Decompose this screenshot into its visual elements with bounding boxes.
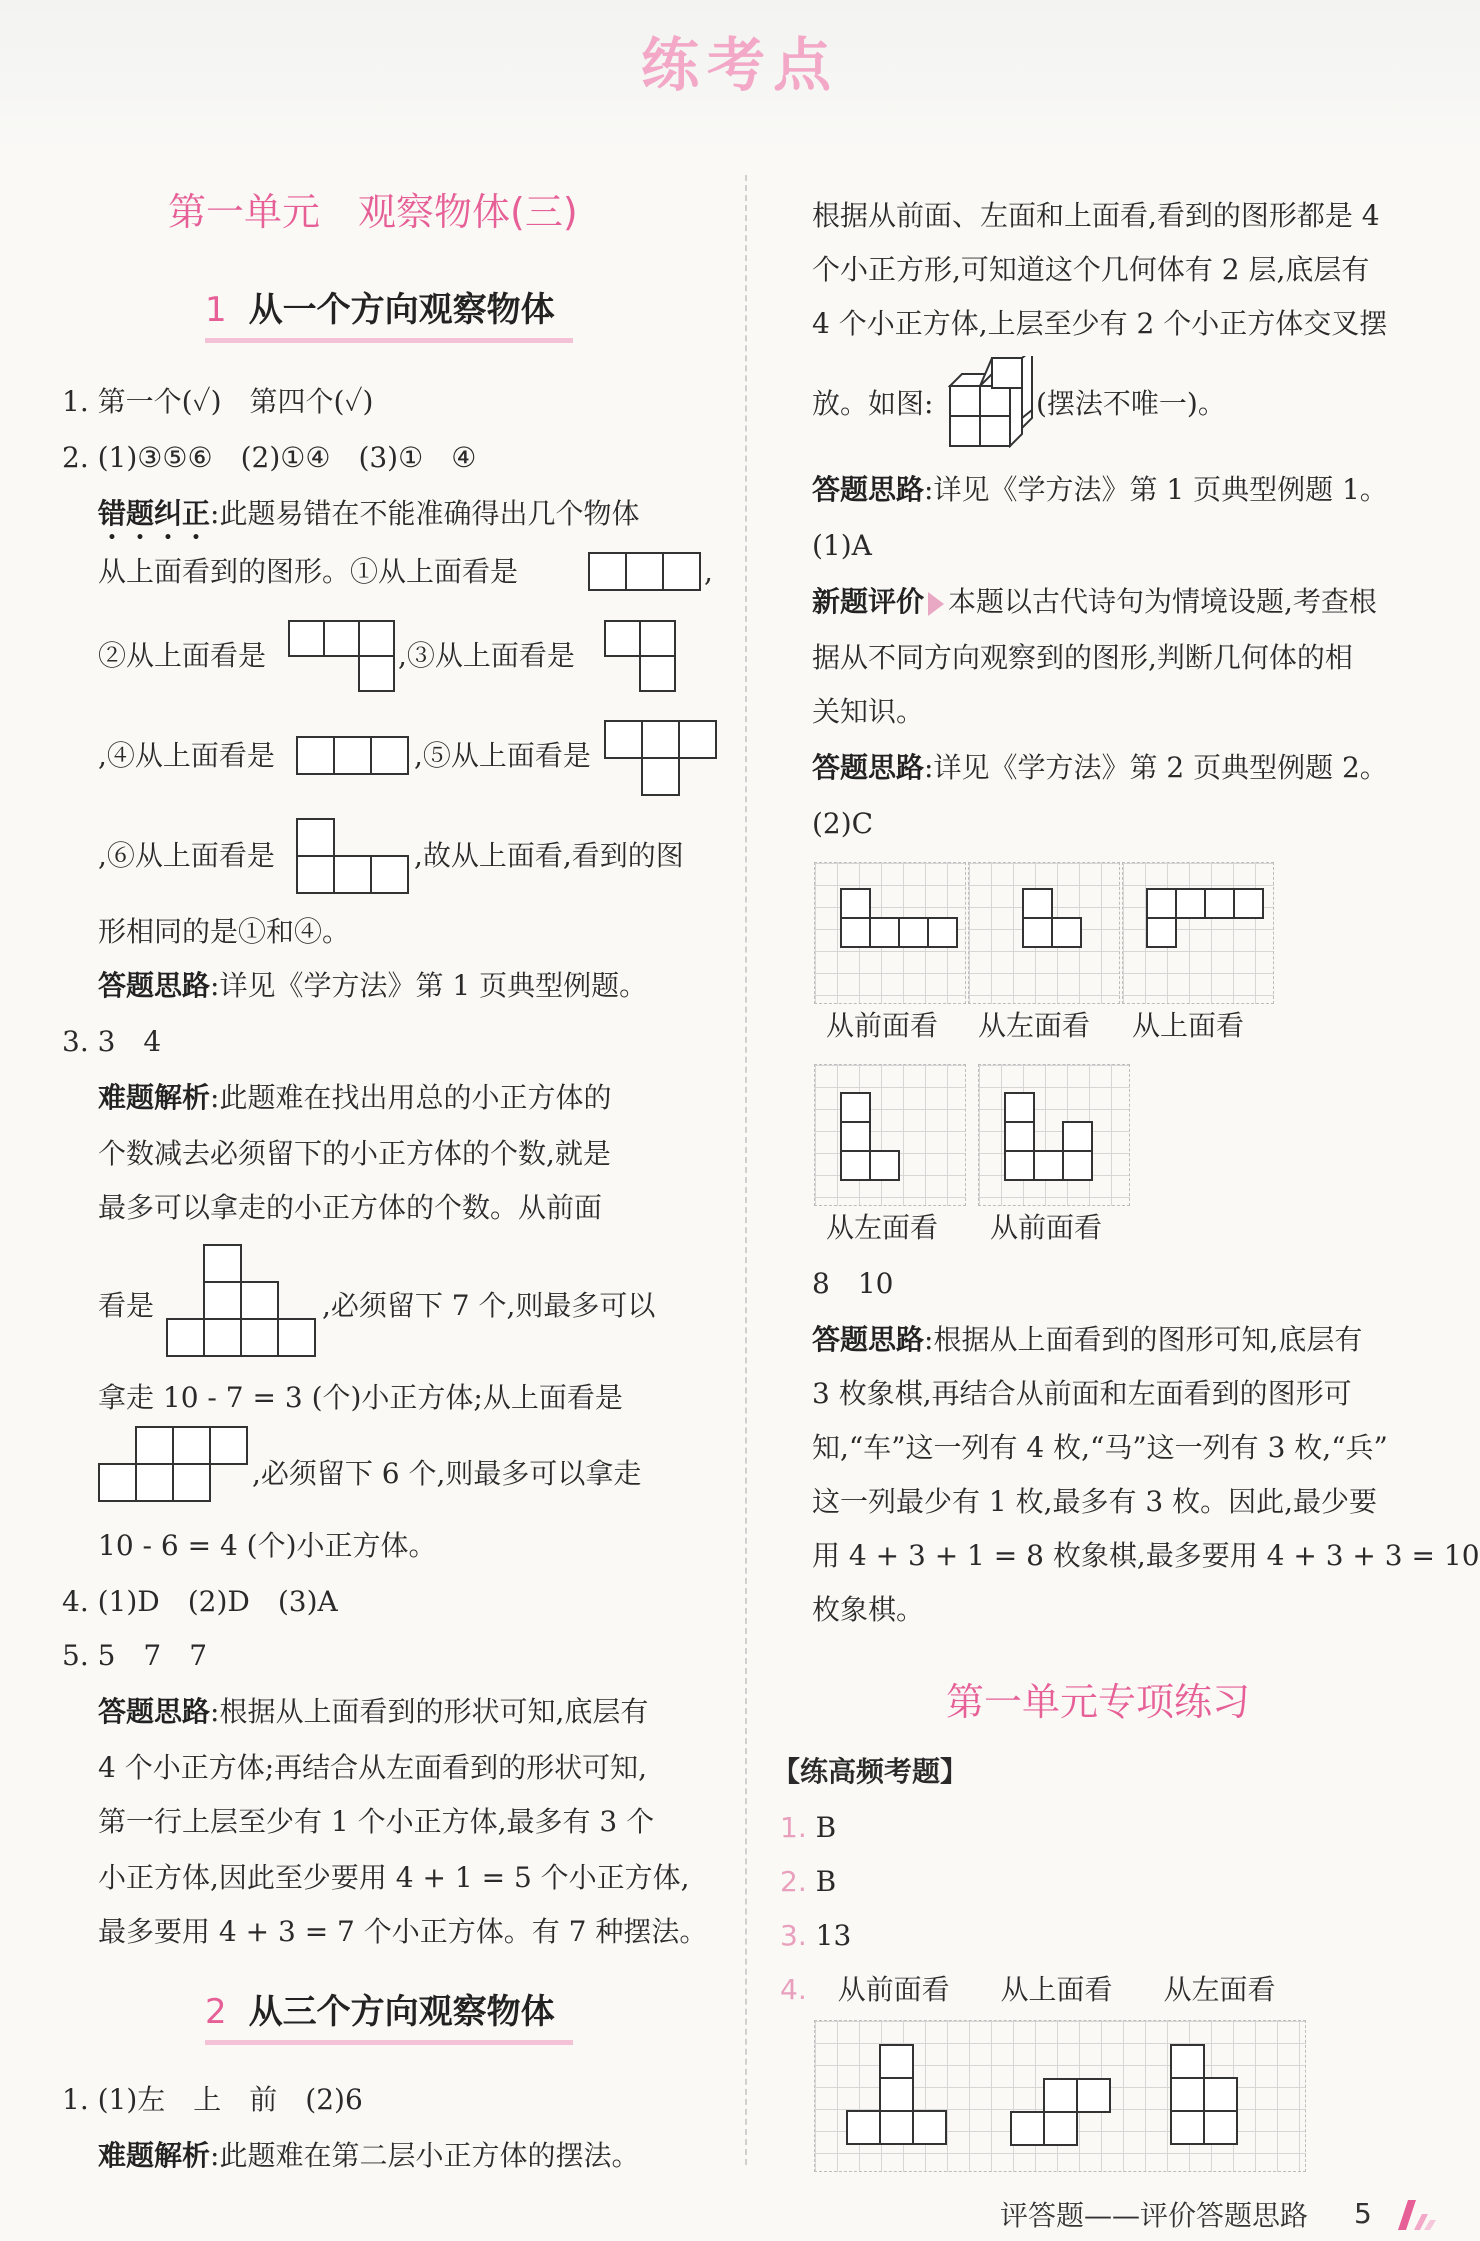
q3-line6: ,必须留下 6 个,则最多可以拿走 bbox=[252, 1457, 642, 1490]
q3-line4a: 看是 bbox=[98, 1289, 155, 1322]
lesson-2-title: 2 从三个方向观察物体 bbox=[205, 1992, 555, 2032]
front-view-figure bbox=[166, 1244, 318, 1358]
answer-q4: 4. (1)D (2)D (3)A bbox=[62, 1585, 338, 1618]
right-answer-8-10: 8 10 bbox=[812, 1267, 894, 1300]
q2-error-line3a: ②从上面看是 bbox=[98, 639, 267, 672]
special-practice-title: 第一单元专项练习 bbox=[946, 1680, 1251, 1724]
right-line2: 个小正方形,可知道这个几何体有 2 层,底层有 bbox=[812, 253, 1370, 286]
q2-error-line2: 从上面看到的图形。①从上面看是 bbox=[98, 555, 519, 588]
lesson2-q1-analysis: 难题解析:此题难在第二层小正方体的摆法。 bbox=[98, 2139, 640, 2172]
q3-line1: 难题解析:此题难在找出用总的小正方体的 bbox=[98, 1081, 612, 1114]
left-view-shape-2 bbox=[840, 1092, 902, 1184]
unit-title: 第一单元 观察物体(三) bbox=[168, 190, 578, 234]
right-line4a: 放。如图: bbox=[812, 387, 934, 420]
q5-line4: 小正方体,因此至少要用 4 + 1 = 5 个小正方体, bbox=[98, 1861, 690, 1894]
answer-q1: 1. 第一个(✓) 第四个(✓) bbox=[62, 385, 374, 418]
right-line4b: (摆法不唯一)。 bbox=[1036, 387, 1226, 420]
q5-line2: 4 个小正方体;再结合从左面看到的形状可知, bbox=[98, 1751, 648, 1784]
label-left-view-2: 从左面看 bbox=[826, 1211, 939, 1244]
q3-line2: 个数减去必须留下的小正方体的个数,就是 bbox=[98, 1137, 611, 1170]
special-q4-labels: 4. 从前面看 从上面看 从左面看 bbox=[780, 1973, 1276, 2006]
q5-line3: 第一行上层至少有 1 个小正方体,最多有 3 个 bbox=[98, 1805, 655, 1838]
right-new-eval: 新题评价 本题以古代诗句为情境设题,考查根 bbox=[812, 585, 1377, 618]
answer-q5: 5. 5 7 7 bbox=[62, 1639, 208, 1672]
q3-line3: 最多可以拿走的小正方体的个数。从前面 bbox=[98, 1191, 603, 1224]
view-figure-6 bbox=[296, 818, 410, 894]
page-title: 练考点 bbox=[640, 31, 839, 99]
answer-q3: 3. 3 4 bbox=[62, 1025, 162, 1058]
right-line18: 枚象棋。 bbox=[812, 1593, 925, 1626]
special-answer-2: 2. B bbox=[780, 1865, 837, 1898]
label-top-view: 从上面看 bbox=[1132, 1009, 1245, 1042]
view-1x3-figure bbox=[588, 552, 702, 592]
q3-line5: 拿走 10 - 7 = 3 (个)小正方体;从上面看是 bbox=[98, 1381, 623, 1414]
q5-line5: 最多要用 4 + 3 = 7 个小正方体。有 7 种摆法。 bbox=[98, 1915, 708, 1948]
right-line16: 这一列最少有 1 枚,最多有 3 枚。因此,最少要 bbox=[812, 1485, 1378, 1518]
q2-idea: 答题思路:详见《学方法》第 1 页典型例题。 bbox=[98, 969, 648, 1002]
right-idea-2: 答题思路:详见《学方法》第 2 页典型例题 2。 bbox=[812, 751, 1388, 784]
right-line1: 根据从前面、左面和上面看,看到的图形都是 4 bbox=[812, 199, 1380, 232]
q2-error-line5a: ,⑥从上面看是 bbox=[98, 839, 275, 872]
top-view-figure bbox=[98, 1426, 250, 1502]
q2-error-comma: , bbox=[704, 555, 713, 588]
right-answer-1a: (1)A bbox=[812, 529, 872, 562]
right-line14: 3 枚象棋,再结合从前面和左面看到的图形可 bbox=[812, 1377, 1352, 1410]
q2-error-line6: 形相同的是①和④。 bbox=[98, 915, 351, 948]
q4-left-view-shape bbox=[1170, 2044, 1242, 2148]
front-view-shape bbox=[840, 888, 960, 950]
footer-text: 评答题——评价答题思路 bbox=[1000, 2199, 1309, 2232]
lesson2-answer-q1: 1. (1)左 上 前 (2)6 bbox=[62, 2083, 363, 2116]
right-answer-2c: (2)C bbox=[812, 807, 874, 840]
right-line8: 据从不同方向观察到的图形,判断几何体的相 bbox=[812, 641, 1353, 674]
q4-front-view-shape bbox=[846, 2044, 950, 2148]
label-front-view-2: 从前面看 bbox=[990, 1211, 1103, 1244]
view-figure-2 bbox=[288, 620, 396, 692]
q2-error-line5b: ,故从上面看,看到的图 bbox=[414, 839, 684, 872]
triangle-arrow-icon bbox=[928, 592, 944, 616]
front-view-shape-2 bbox=[1004, 1092, 1096, 1184]
q3-line4b: ,必须留下 7 个,则最多可以 bbox=[322, 1289, 656, 1322]
right-line3: 4 个小正方体,上层至少有 2 个小正方体交叉摆 bbox=[812, 307, 1388, 340]
right-line9: 关知识。 bbox=[812, 695, 925, 728]
view-figure-3 bbox=[604, 620, 678, 692]
right-idea-3: 答题思路:根据从上面看到的图形可知,底层有 bbox=[812, 1323, 1363, 1356]
page-number: 5 bbox=[1354, 2197, 1372, 2230]
q2-error-line4a: ,④从上面看是 bbox=[98, 739, 275, 772]
view-figure-5 bbox=[604, 720, 718, 796]
section-high-frequency: 【练高频考题】 bbox=[772, 1755, 969, 1788]
label-left-view: 从左面看 bbox=[978, 1009, 1091, 1042]
right-line15: 知,“车”这一列有 4 枚,“马”这一列有 3 枚,“兵” bbox=[812, 1431, 1388, 1464]
special-answer-3: 3. 13 bbox=[780, 1919, 852, 1952]
top-view-shape bbox=[1146, 888, 1266, 950]
q5-line1: 答题思路:根据从上面看到的形状可知,底层有 bbox=[98, 1695, 649, 1728]
special-answer-1: 1. B bbox=[780, 1811, 837, 1844]
lesson-1-underline bbox=[205, 338, 573, 343]
q3-line7: 10 - 6 = 4 (个)小正方体。 bbox=[98, 1529, 437, 1562]
brand-logo-icon bbox=[1394, 2196, 1438, 2232]
cube-arrangement-figure bbox=[948, 356, 1034, 448]
q4-top-view-shape bbox=[1010, 2078, 1114, 2148]
view-figure-4 bbox=[296, 736, 410, 776]
label-front-view: 从前面看 bbox=[826, 1009, 939, 1042]
left-view-shape bbox=[1022, 888, 1084, 950]
q2-error-line3b: ,③从上面看是 bbox=[398, 639, 575, 672]
column-divider bbox=[745, 175, 747, 2165]
lesson-2-underline bbox=[205, 2040, 573, 2045]
right-line17: 用 4 + 3 + 1 = 8 枚象棋,最多要用 4 + 3 + 3 = 10 bbox=[812, 1539, 1480, 1572]
q2-error-line4b: ,⑤从上面看是 bbox=[414, 739, 591, 772]
right-idea-1: 答题思路:详见《学方法》第 1 页典型例题 1。 bbox=[812, 473, 1388, 506]
answer-q2: 2. (1)③⑤⑥ (2)①④ (3)① ④ bbox=[62, 441, 477, 474]
lesson-1-title: 1 从一个方向观察物体 bbox=[205, 290, 555, 330]
q2-error-line1: 错题纠正:此题易错在不能准确得出几个物体 bbox=[98, 497, 640, 530]
